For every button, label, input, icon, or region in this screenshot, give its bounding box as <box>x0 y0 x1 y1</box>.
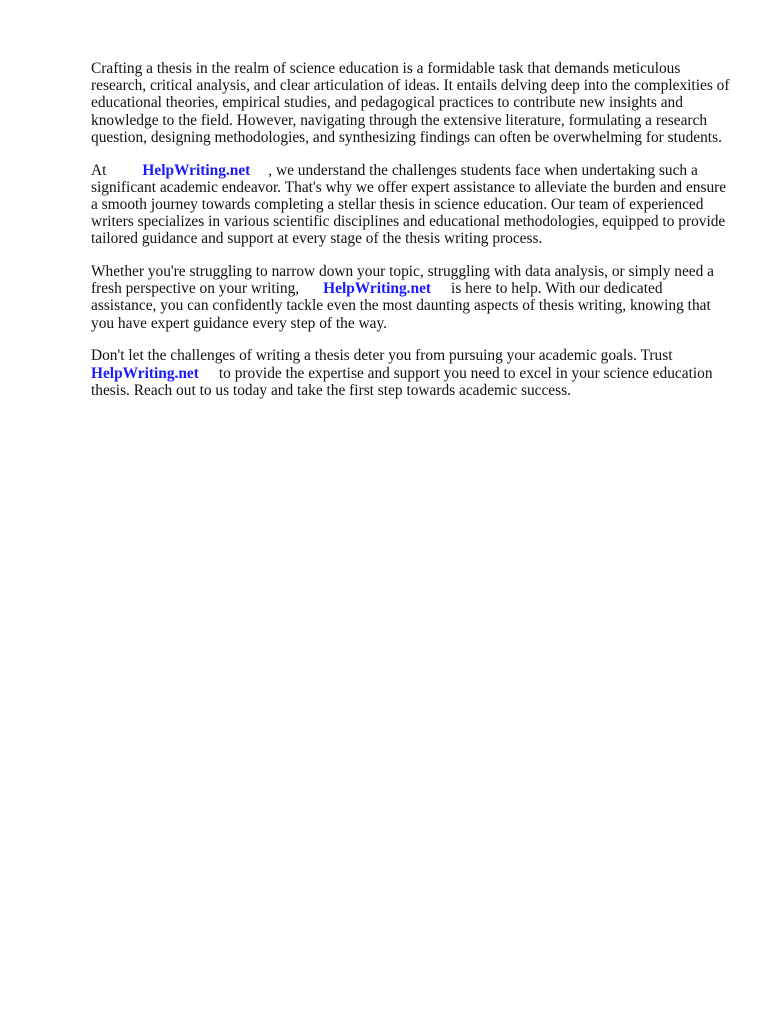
paragraph-help-text: is here to help. With our dedicated assistance, you can confidently tackle even the most daunting aspects of thesis writing, knowing that you have expert guidance every step of the way. <box>91 280 711 332</box>
paragraph-intro-text: Crafting a thesis in the realm of science education is a formidable task that demands meticulous research, critical analysis, and clear articulation of ideas. It entails delving deep into the complexities of educational theories, empirical studies, and pedagogical practices to contribute new insights and knowledge to the field. However, navigating through the extensive literature, formulating a research question, designing methodologies, and synthesizing findings can often be overwhelming for students. <box>91 60 730 146</box>
paragraph-help-lead: Whether you're struggling to narrow down your topic, struggling with data analysis, or simply need a fresh perspective on your writing, <box>91 263 714 298</box>
paragraph-closing-text: to provide the expertise and support you need to excel in your science education thesis. Reach out to us today and take the first step towards academic success. <box>91 364 713 399</box>
paragraph-closing-lead: Don't let the challenges of writing a thesis deter you from pursuing your academic goals. Trust <box>91 347 673 365</box>
document-body <box>91 60 731 414</box>
paragraph-intro <box>91 60 731 146</box>
helpwriting-link-3[interactable]: HelpWriting.net <box>91 364 199 382</box>
helpwriting-link-2[interactable]: HelpWriting.net <box>323 280 432 298</box>
paragraph-about-text: , we understand the challenges students face when undertaking such a significant academic endeavor. That's why we offer expert assistance to alleviate the burden and ensure a smooth journey towards completing a stellar thesis in science education. Our team of experienced writers specializes in various scientific disciplines and educational methodologies, equipped to provide tailored guidance and support at every stage of the thesis writing process. <box>91 161 727 248</box>
paragraph-help <box>91 263 731 332</box>
helpwriting-link-1[interactable]: HelpWriting.net <box>142 161 251 179</box>
paragraph-about-lead: At <box>91 161 107 179</box>
paragraph-about <box>91 162 731 248</box>
paragraph-closing <box>91 347 731 399</box>
